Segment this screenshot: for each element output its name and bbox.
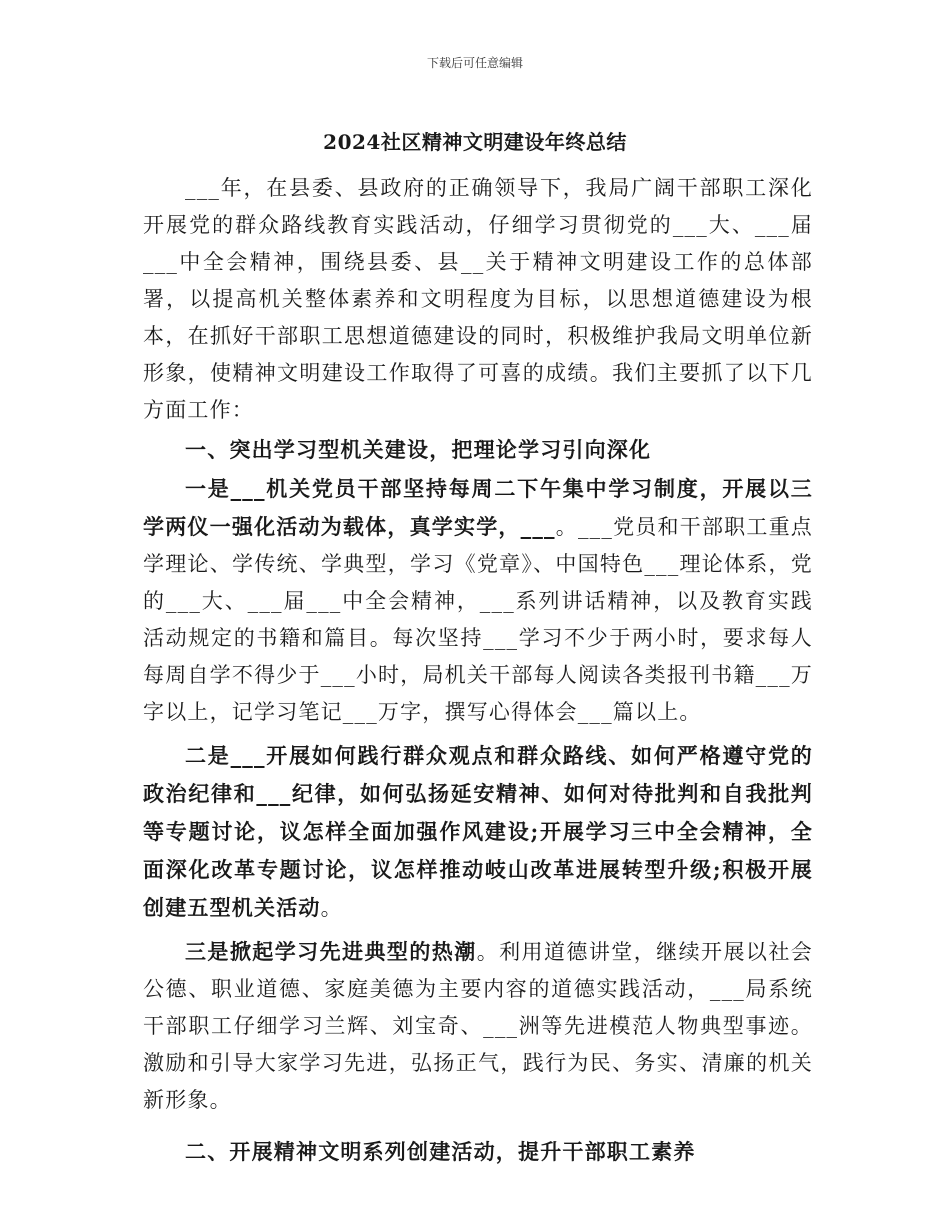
- paragraph-point-2: [143, 737, 813, 927]
- document-body: [143, 170, 813, 1170]
- point-2-body: 。: [320, 896, 343, 920]
- point-3-lead: 三是掀起学习先进典型的热潮: [185, 939, 477, 964]
- point-1-body: 。___党员和干部职工重点学理论、学传统、学典型，学习《党章》、中国特色___理论体系，党的___大、___届___中全会精神，___系列讲话精神，以及教育实践活动规定的书籍和篇目。每次坚持___学习不少于两小时，要求每人每周自学不得少于___小时，局机关干部每人阅读各类报刊书籍___万字以上，记学习笔记___万字，撰写心得体会___篇以上。: [143, 515, 814, 724]
- document-title: 2024社区精神文明建设年终总结: [323, 130, 627, 154]
- point-1-lead: 一是___机关党员干部坚持每周二下午集中学习制度，开展以三学两仪一强化活动为载体，真学实学，___: [143, 476, 813, 539]
- intro-paragraph: ___年，在县委、县政府的正确领导下，我局广阔干部职工深化开展党的群众路线教育实践活动，仔细学习贯彻党的___大、___届___中全会精神，围绕县委、县__关于精神文明建设工作的总体部署，以提高机关整体素养和文明程度为目标，以思想道德建设为根本，在抓好干部职工思想道德建设的同时，积极维护我局文明单位新形象，使精神文明建设工作取得了可喜的成绩。我们主要抓了以下几方面工作：: [143, 176, 813, 422]
- paragraph-point-1: [143, 470, 813, 731]
- section-heading-2: 二、开展精神文明系列创建活动，提升干部职工素养: [185, 1139, 696, 1164]
- paragraph-point-3: [143, 933, 813, 1119]
- header-note: 下载后可任意编辑: [426, 56, 523, 70]
- section-heading-1: 一、突出学习型机关建设，把理论学习引向深化: [185, 437, 652, 462]
- point-2-lead: 二是___开展如何践行群众观点和群众路线、如何严格遵守党的政治纪律和___纪律，如何弘扬延安精神、如何对待批判和自我批判等专题讨论，议怎样全面加强作风建设;开展学习三中全会精神，全面深化改革专题讨论，议怎样推动岐山改革进展转型升级;积极开展创建五型机关活动: [143, 743, 813, 920]
- point-3-body: 。利用道德讲堂，继续开展以社会公德、职业道德、家庭美德为主要内容的道德实践活动，___局系统干部职工仔细学习兰辉、刘宝奇、___洲等先进模范人物典型事迹。激励和引导大家学习先进，弘扬正气，践行为民、务实、清廉的机关新形象。: [143, 940, 813, 1112]
